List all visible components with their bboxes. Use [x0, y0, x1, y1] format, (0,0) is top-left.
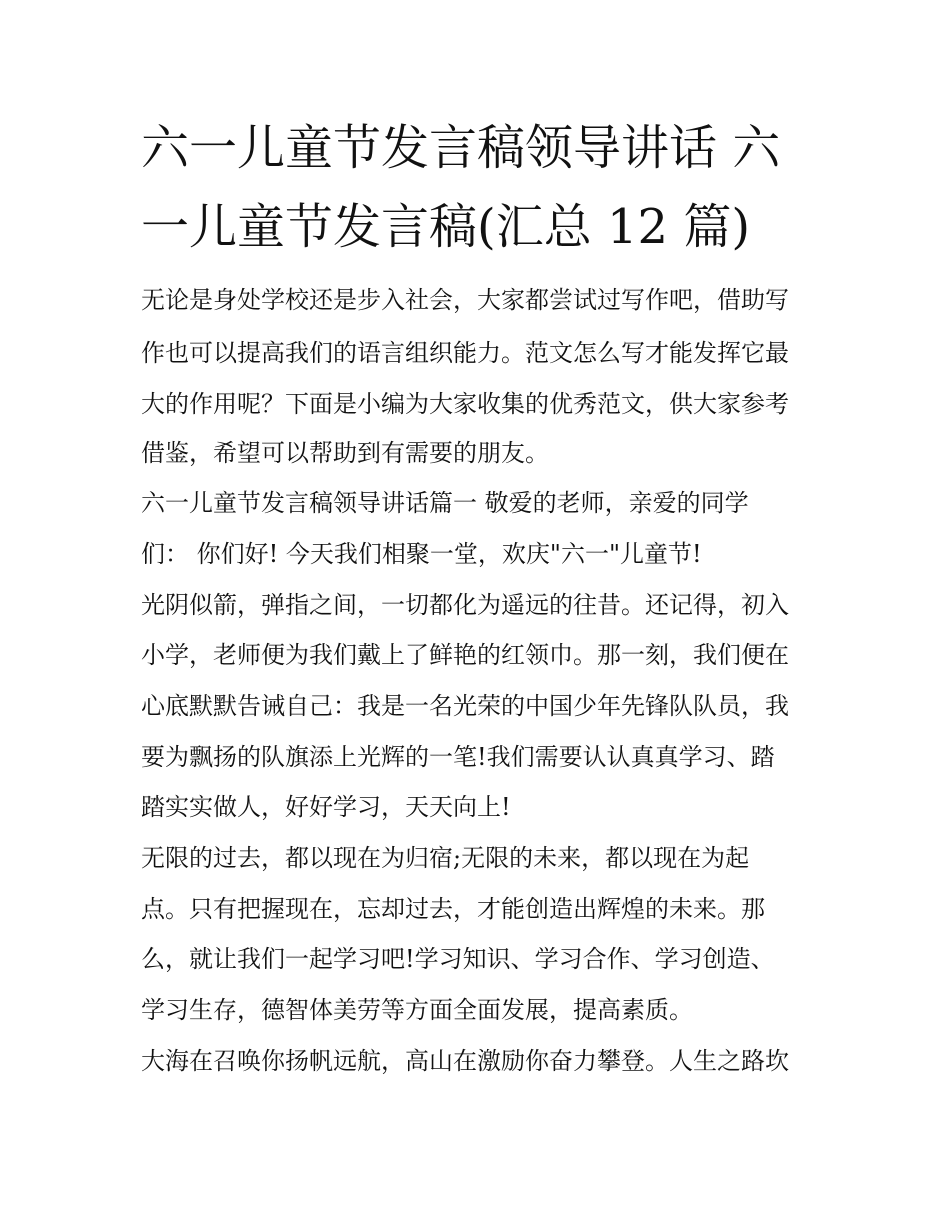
body-line: 踏实实做人，好好学习，天天向上! — [141, 793, 511, 821]
body-line: 学习生存，德智体美劳等方面全面发展，提高素质。 — [141, 996, 693, 1024]
body-line: 光阴似箭，弹指之间，一切都化为遥远的往昔。还记得，初入 — [141, 591, 789, 619]
document-title-line-2: 一儿童节发言稿(汇总 12 篇) — [141, 199, 751, 255]
body-line: 点。只有把握现在，忘却过去，才能创造出辉煌的未来。那 — [141, 895, 765, 923]
body-line: 大的作用呢？下面是小编为大家收集的优秀范文，供大家参考 — [141, 390, 789, 418]
body-line: 小学，老师便为我们戴上了鲜艳的红领巾。那一刻，我们便在 — [141, 641, 789, 669]
body-line: 六一儿童节发言稿领导讲话篇一 敬爱的老师，亲爱的同学 — [141, 489, 749, 517]
body-line: 大海在召唤你扬帆远航，高山在激励你奋力攀登。人生之路坎 — [141, 1047, 789, 1075]
body-line: 无论是身处学校还是步入社会，大家都尝试过写作吧，借助写 — [141, 286, 789, 314]
body-line: 心底默默告诫自己：我是一名光荣的中国少年先锋队队员，我 — [141, 692, 789, 720]
body-line: 无限的过去，都以现在为归宿;无限的未来，都以现在为起 — [141, 844, 750, 872]
body-line: 作也可以提高我们的语言组织能力。范文怎么写才能发挥它最 — [141, 339, 789, 367]
body-line: 要为飘扬的队旗添上光辉的一笔!我们需要认认真真学习、踏 — [141, 743, 775, 771]
body-line: 们： 你们好! 今天我们相聚一堂，欢庆"六一"儿童节! — [141, 540, 702, 568]
body-line: 么，就让我们一起学习吧!学习知识、学习合作、学习创造、 — [141, 945, 775, 973]
body-line: 借鉴，希望可以帮助到有需要的朋友。 — [141, 439, 549, 467]
document-title-line-1: 六一儿童节发言稿领导讲话 六 — [141, 120, 781, 176]
